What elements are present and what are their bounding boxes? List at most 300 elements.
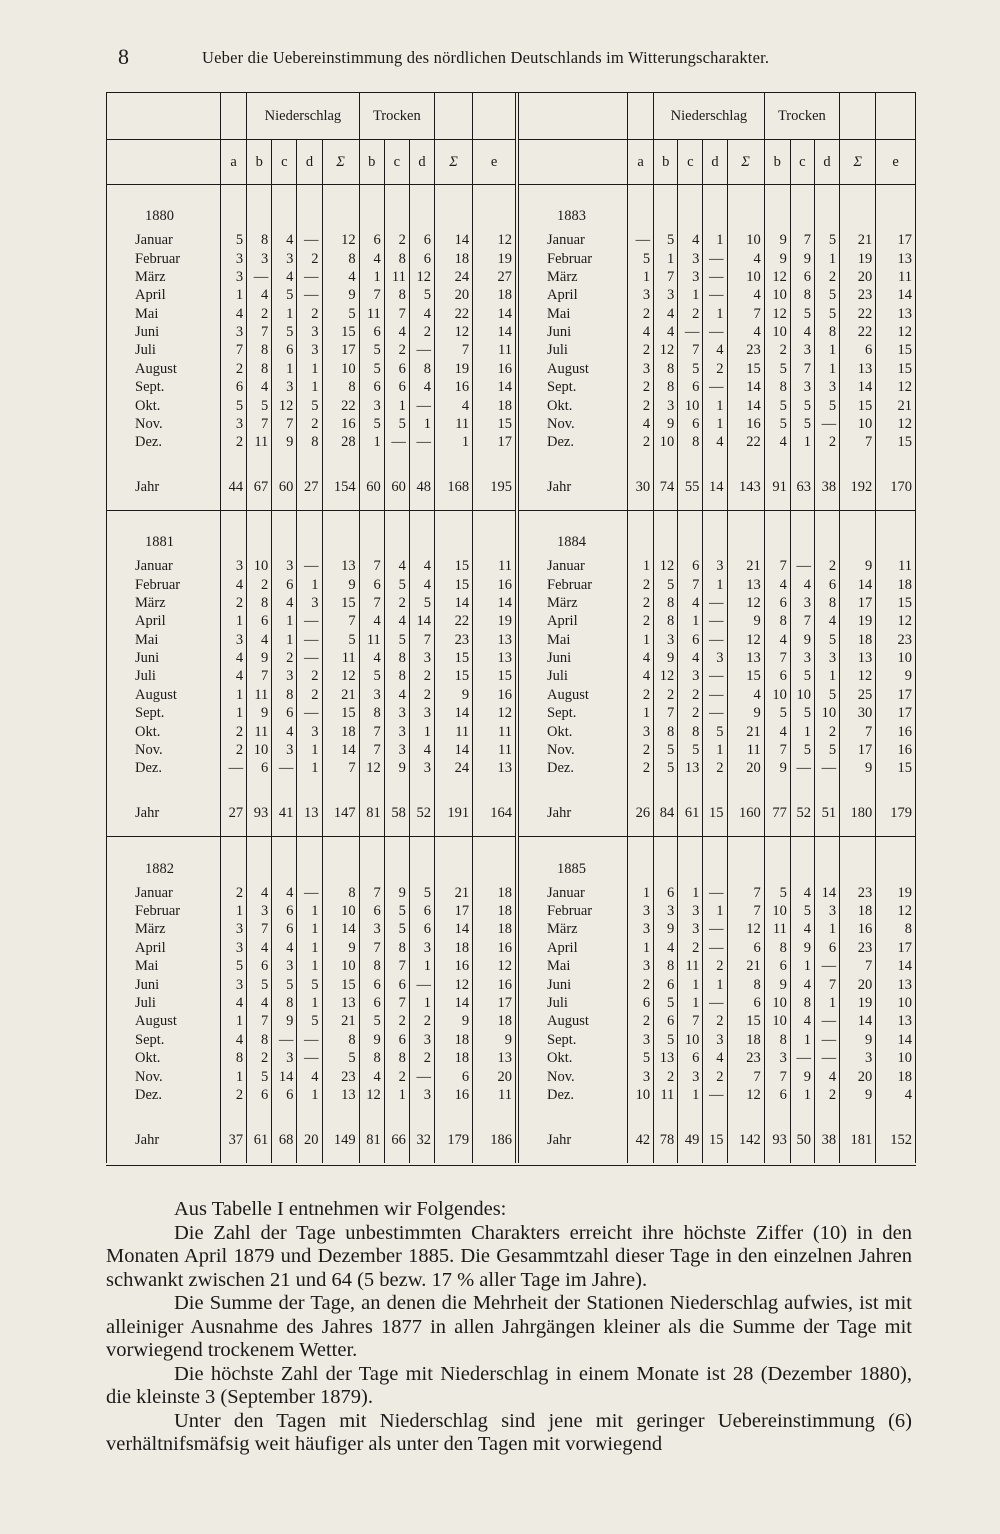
cell: 7 [654,268,678,286]
total-label: Jahr [135,478,160,495]
cell: 21 [322,686,359,704]
cell: 3 [628,286,654,304]
cell: 25 [840,686,876,704]
cell [876,498,915,511]
cell: 5 [814,286,839,304]
cell [435,1104,473,1128]
cell: 1 [678,612,703,630]
cell: 10 [678,1031,703,1049]
year-label: 1881 [145,534,174,551]
cell: 14 [727,378,764,396]
total-cell: 50 [790,1128,814,1150]
cell: — [297,1031,322,1049]
month-label: Juni [547,324,572,341]
cell: 4 [764,433,790,451]
total-cell: 142 [727,1128,764,1150]
cell: 8 [764,939,790,957]
cell: 10 [876,994,915,1012]
cell: 9 [272,433,297,451]
cell [628,777,654,801]
cell [628,511,654,557]
cell: 11 [435,415,473,433]
table-row [107,1049,515,1067]
cell: 9 [764,231,790,249]
cell: 2 [814,722,839,740]
cell: — [297,612,322,630]
cell: 3 [678,920,703,938]
cell: 5 [764,415,790,433]
cell: 14 [435,994,473,1012]
cell: 9 [764,250,790,268]
table-row [519,1031,915,1049]
cell [727,451,764,475]
column-header-d: d [297,140,322,185]
month-label: August [547,1013,589,1030]
cell: — [703,1086,727,1104]
cell: 2 [409,1049,434,1067]
cell: 7 [322,612,359,630]
cell: 4 [814,1067,839,1085]
cell: 9 [764,759,790,777]
cell: 9 [272,1012,297,1030]
month-label: Sept. [135,1031,165,1048]
cell: 1 [221,1012,247,1030]
column-header-b: b [764,140,790,185]
cell: 4 [384,323,409,341]
header-corner [107,93,221,140]
cell: 4 [384,686,409,704]
cell: 8 [384,667,409,685]
cell: 5 [764,360,790,378]
cell: 4 [678,649,703,667]
cell: 10 [727,231,764,249]
cell: 3 [221,975,247,993]
cell: 18 [727,1031,764,1049]
month-label: August [135,1013,177,1030]
month-label: Nov. [135,415,163,432]
cell: 1 [221,286,247,304]
cell: 1 [409,994,434,1012]
cell: 4 [409,576,434,594]
cell: — [703,884,727,902]
month-label: Juli [547,668,568,685]
cell: 8 [247,1031,272,1049]
cell: 4 [790,975,814,993]
cell: 2 [409,1012,434,1030]
cell [876,1104,915,1128]
cell: 2 [384,341,409,359]
table-row [519,759,915,777]
cell: — [703,323,727,341]
table-row [519,360,915,378]
cell [790,511,814,557]
cell: 3 [840,1049,876,1067]
cell: 2 [628,305,654,323]
body-text [106,1198,912,1457]
cell: — [703,378,727,396]
cell: 5 [654,576,678,594]
cell: 12 [473,957,515,975]
cell: 6 [384,975,409,993]
total-cell: 38 [814,1128,839,1150]
cell: 8 [654,360,678,378]
cell: 6 [247,957,272,975]
cell: 17 [435,902,473,920]
cell [840,185,876,231]
cell: 10 [764,902,790,920]
table-row [107,396,515,414]
cell: 8 [247,594,272,612]
total-label: Jahr [547,478,572,495]
cell: 14 [473,594,515,612]
cell: 8 [272,686,297,704]
year-row [107,185,515,231]
cell [107,777,221,801]
cell: 11 [322,649,359,667]
cell: — [628,231,654,249]
cell: 5 [764,396,790,414]
cell: 2 [247,1049,272,1067]
cell: 12 [727,1086,764,1104]
spacer-row [107,451,515,475]
total-cell: 179 [435,1128,473,1150]
cell [359,1151,384,1163]
cell: 2 [221,884,247,902]
cell [764,451,790,475]
year-total-row [519,1128,915,1150]
cell: 3 [221,415,247,433]
cell: 5 [678,741,703,759]
cell: 2 [221,1086,247,1104]
cell: 8 [322,1031,359,1049]
cell: 2 [221,741,247,759]
cell: 1 [628,268,654,286]
cell: 8 [359,957,384,975]
cell: 6 [764,1086,790,1104]
cell: 4 [628,415,654,433]
cell [654,824,678,837]
cell: — [703,594,727,612]
cell [473,824,515,837]
cell: 7 [840,433,876,451]
cell [876,837,915,884]
cell: 9 [654,649,678,667]
cell: 11 [876,268,915,286]
cell: 17 [876,231,915,249]
cell [654,498,678,511]
table-row [519,741,915,759]
cell: 3 [814,902,839,920]
cell [272,837,297,884]
cell: 11 [764,920,790,938]
cell: 5 [409,884,434,902]
cell: 6 [814,576,839,594]
cell [473,837,515,884]
cell: 4 [764,631,790,649]
cell [628,837,654,884]
cell: 5 [221,231,247,249]
cell: 12 [435,975,473,993]
cell: 8 [384,250,409,268]
cell: 10 [814,704,839,722]
month-label: März [547,269,578,286]
cell: 3 [221,557,247,575]
year-total-row [107,476,515,498]
cell: 16 [473,975,515,993]
cell: 6 [654,1012,678,1030]
cell [322,1104,359,1128]
cell: 20 [840,1067,876,1085]
cell [247,185,272,231]
cell: 1 [359,433,384,451]
cell: 5 [272,286,297,304]
cell: 3 [628,1067,654,1085]
cell: 9 [322,286,359,304]
cell: 13 [322,1086,359,1104]
cell: 9 [435,686,473,704]
cell: 24 [435,268,473,286]
table-row [519,686,915,704]
cell: 4 [221,667,247,685]
cell: 7 [764,649,790,667]
cell: 10 [764,323,790,341]
cell [814,837,839,884]
month-label: Sept. [547,705,577,722]
cell: 22 [840,305,876,323]
cell [703,1151,727,1163]
cell: 8 [384,649,409,667]
cell: 13 [654,1049,678,1067]
cell: 2 [703,360,727,378]
cell: 12 [322,231,359,249]
cell: 3 [790,594,814,612]
cell: 9 [384,884,409,902]
cell [790,451,814,475]
cell [628,824,654,837]
cell: 15 [876,360,915,378]
cell: 4 [703,1049,727,1067]
cell: 2 [628,433,654,451]
cell: 2 [384,1067,409,1085]
cell: 5 [221,957,247,975]
cell [814,1104,839,1128]
month-label: Sept. [547,1031,577,1048]
total-cell: 42 [628,1128,654,1150]
header-corner [107,140,221,185]
cell: 1 [790,1086,814,1104]
cell: 3 [654,631,678,649]
cell: 12 [727,631,764,649]
cell: 9 [654,415,678,433]
cell: 4 [628,649,654,667]
cell: 1 [814,250,839,268]
cell [247,824,272,837]
cell: 5 [703,722,727,740]
cell: 3 [703,649,727,667]
cell: 14 [473,378,515,396]
table-row [107,649,515,667]
spacer-row [107,1104,515,1128]
total-cell: 84 [654,802,678,824]
cell: 6 [790,268,814,286]
cell: 1 [678,1086,703,1104]
table-row [519,396,915,414]
cell [473,511,515,557]
cell: 6 [628,994,654,1012]
cell: 15 [322,704,359,722]
cell: 23 [727,341,764,359]
cell: 3 [359,920,384,938]
cell [409,185,434,231]
cell: 7 [727,902,764,920]
month-label: Okt. [135,397,161,414]
cell: 12 [654,341,678,359]
cell: 3 [297,341,322,359]
cell: 1 [790,722,814,740]
cell [297,451,322,475]
cell: 15 [840,396,876,414]
cell: 1 [384,396,409,414]
cell: 3 [628,902,654,920]
cell: 1 [297,576,322,594]
cell: 5 [384,902,409,920]
cell [703,511,727,557]
table-row [107,415,515,433]
cell: 13 [678,759,703,777]
cell: — [678,323,703,341]
total-label: Jahr [135,804,160,821]
cell: 10 [790,686,814,704]
year-row [519,837,915,884]
cell: 2 [628,576,654,594]
cell [519,824,628,837]
table-row [107,1012,515,1030]
cell: 2 [297,305,322,323]
cell [876,1151,915,1163]
cell: 14 [272,1067,297,1085]
cell: 2 [297,415,322,433]
cell [359,451,384,475]
total-cell: 37 [221,1128,247,1150]
cell: 11 [473,341,515,359]
cell: 5 [359,1012,384,1030]
cell: 2 [221,433,247,451]
cell: 2 [628,686,654,704]
cell: 5 [359,415,384,433]
column-header-e: e [876,140,915,185]
month-label: Juni [547,976,572,993]
cell [409,1151,434,1163]
cell: 9 [790,1067,814,1085]
cell: 5 [322,305,359,323]
cell: 3 [272,250,297,268]
cell: 3 [409,704,434,722]
cell: 8 [272,994,297,1012]
cell: 1 [297,378,322,396]
cell: 3 [272,957,297,975]
cell: — [703,631,727,649]
cell: — [409,433,434,451]
year-row [107,837,515,884]
cell: 8 [384,286,409,304]
cell: 3 [678,268,703,286]
cell [814,185,839,231]
cell: 4 [790,884,814,902]
total-cell: 63 [790,476,814,498]
cell: — [409,341,434,359]
cell [727,824,764,837]
month-label: Juni [135,324,160,341]
cell [435,824,473,837]
cell: 2 [678,686,703,704]
cell: 3 [384,722,409,740]
cell: 1 [272,631,297,649]
cell: 7 [247,667,272,685]
month-label: Mai [547,305,571,322]
cell: 12 [322,667,359,685]
cell [840,511,876,557]
month-label: August [135,686,177,703]
cell: 4 [790,920,814,938]
header-corner [519,140,628,185]
cell: 2 [678,305,703,323]
total-cell: 66 [384,1128,409,1150]
month-label: Juli [547,994,568,1011]
total-cell: 67 [247,476,272,498]
cell: 15 [876,594,915,612]
cell: 3 [628,360,654,378]
cell: 4 [628,667,654,685]
cell: 12 [359,759,384,777]
cell: 1 [359,268,384,286]
cell: 4 [409,741,434,759]
cell: 7 [359,594,384,612]
spacer-row [107,777,515,801]
cell [435,511,473,557]
cell: 17 [876,704,915,722]
table-row [519,576,915,594]
cell: 5 [814,231,839,249]
month-label: Januar [135,884,173,901]
cell: 15 [322,594,359,612]
cell: 9 [764,975,790,993]
cell: 7 [247,1012,272,1030]
cell: 3 [703,1031,727,1049]
cell: 8 [678,433,703,451]
total-cell: 60 [272,476,297,498]
cell [727,777,764,801]
month-label: Sept. [135,705,165,722]
total-cell: 55 [678,476,703,498]
cell [764,1104,790,1128]
cell: 13 [322,994,359,1012]
table-row [107,994,515,1012]
cell: 23 [876,631,915,649]
paragraph: Die Summe der Tage, an denen die Mehrheit der Stationen Niederschlag aufwies, ist mit alleiniger Ausnahme des Jahres 1877 in allen Jahrgängen kleiner als die Summe der Tage mit vorwiegend trockenem Wetter. [106,1292,912,1361]
cell: 8 [790,994,814,1012]
column-header-c: c [384,140,409,185]
cell: 19 [876,884,915,902]
cell: 1 [703,396,727,414]
cell: 10 [247,557,272,575]
cell [519,1151,628,1163]
column-header-b: b [359,140,384,185]
cell: — [703,686,727,704]
cell: 18 [876,1067,915,1085]
cell: 14 [840,576,876,594]
cell: 2 [628,594,654,612]
cell: 14 [876,957,915,975]
